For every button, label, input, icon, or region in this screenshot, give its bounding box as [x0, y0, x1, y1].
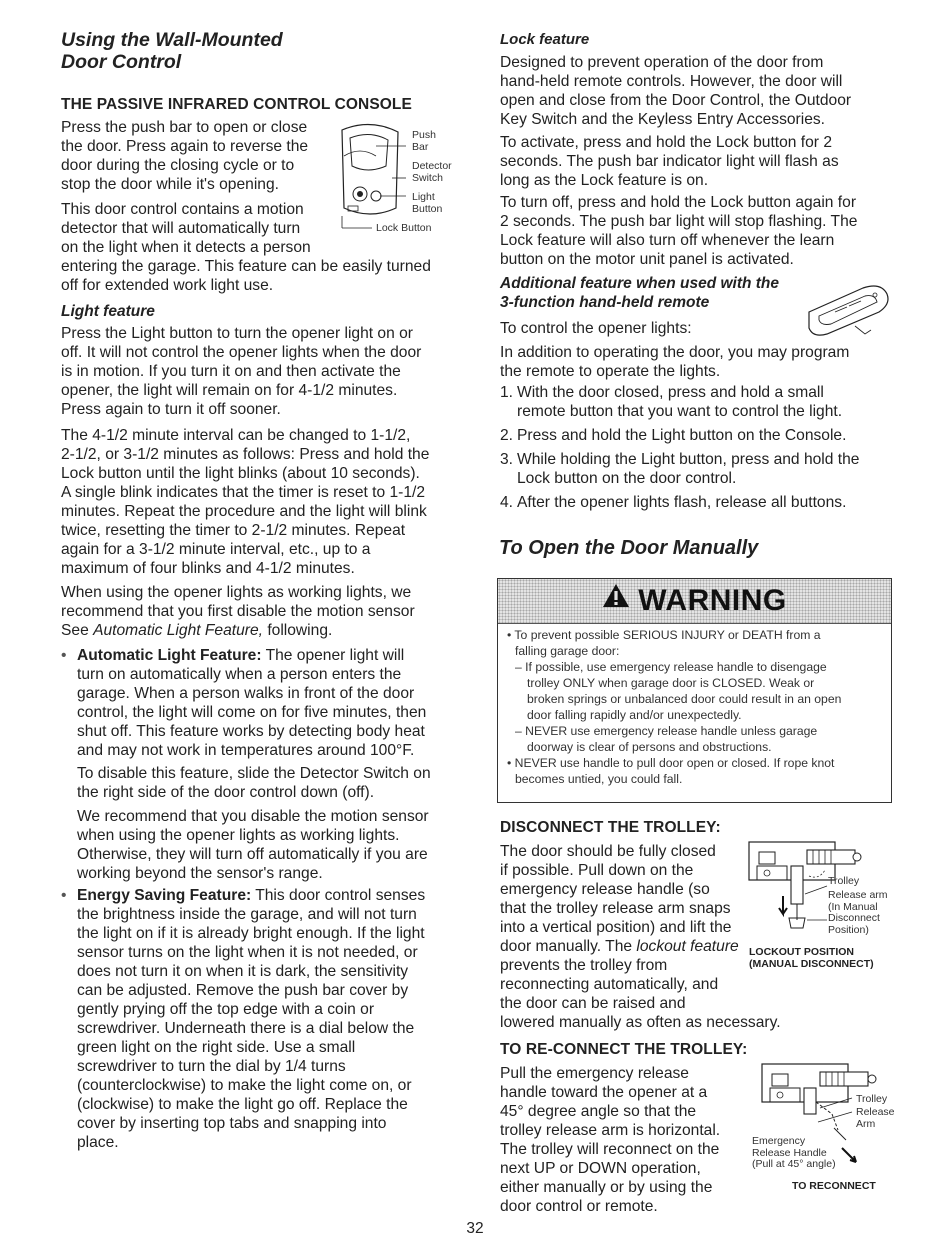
- label-trolley-2: Trolley: [856, 1093, 888, 1105]
- bullet-automatic-light: • Automatic Light Feature: The opener light will turn on automatically when a person enters the garage. When a person walks in front of the door control, the light will come on for five minutes, then shut off. This feature works by detecting body heat and may not work in temperatures around 100°F.: [61, 647, 427, 759]
- control-lights-text: To control the opener lights:: [500, 320, 692, 337]
- warning-triangle-icon: [602, 577, 630, 621]
- lock-paragraph: Designed to prevent operation of the door from hand-held remote controls. However, the door will open and close from the Door Control, the Outdoor Key Switch and the Keyless Entry Accessories.: [500, 54, 852, 128]
- light-feature-heading: Light feature: [61, 303, 155, 320]
- warning-title: WARNING: [498, 579, 891, 623]
- disconnect-heading: DISCONNECT THE TROLLEY:: [500, 819, 721, 836]
- lockout-caption: LOCKOUT POSITION (MANUAL DISCONNECT): [749, 946, 874, 970]
- motion-paragraph: This door control contains a motion detector that will automatically turn on the light when it detects a person entering the garage. This feature can be easily turned off for extended work light use.: [61, 201, 431, 294]
- list-item: 4. After the opener lights flash, release all buttons.: [500, 494, 847, 511]
- page-number: 32: [466, 1220, 484, 1237]
- turnoff-paragraph: To turn off, press and hold the Lock button again for 2 seconds. The push bar light will stop flashing. The Lock feature will also turn off whenever the learn button on the motor unit panel is activated.: [500, 194, 858, 268]
- lock-feature-heading: Lock feature: [500, 31, 590, 48]
- bullet-energy-saving: • Energy Saving Feature: This door control senses the brightness inside the garage, and will not turn the light on if it is already bright enough. If the light sensor turns on the light when it is not needed, or does not turn it on when it is dark, the sensitivity can be adjusted. Remove the push bar cover by gently prying off the top edge with a coin or screwdriver. Underneath there is a dial below the green light on the right side. Use a small screwdriver to turn the dial by 1/4 turns (counterclockwise) to make the light come on, or (clockwise) to make the light go off. Replace the cover by inserting top tabs and snapping into place.: [61, 887, 426, 1151]
- label-push-bar: Push Bar: [412, 129, 436, 153]
- addition-paragraph: In addition to operating the door, you may program the remote to operate the lights.: [500, 344, 850, 380]
- additional-feature-heading: Additional feature when used with the 3-function hand-held remote: [500, 275, 780, 311]
- working-lights-paragraph: When using the opener lights as working lights, we recommend that you first disable the motion sensor See Automatic Light Feature, following.: [61, 584, 415, 639]
- reconnect-paragraph: Pull the emergency release handle toward the opener at a 45° degree angle so that the trolley release arm is horizontal. The trolley will reconnect on the next UP or DOWN operation, either manually or by using the door control or remote.: [500, 1065, 721, 1215]
- console-paragraph: Press the push bar to open or close the door. Press again to reverse the door during the closing cycle or to stop the door while it's opening.: [61, 119, 309, 193]
- interval-paragraph: The 4-1/2 minute interval can be changed to 1-1/2, 2-1/2, or 3-1/2 minutes as follows: Press and hold the Lock button until the light blinks (about 10 seconds). A single blink indicates that the timer is reset to 1-1/2 minutes. Repeat the procedure and the light will blink twice, resetting the timer to 2-1/2 minutes. Repeat again for a 3-1/2 minute interval, etc., up to a maximum of four blinks and 4-1/2 minutes.: [61, 427, 430, 577]
- label-lock-button: Lock Button: [376, 222, 432, 234]
- activate-paragraph: To activate, press and hold the Lock button for 2 seconds. The push bar indicator light will flash as long as the Lock feature is on.: [500, 134, 839, 189]
- label-emergency-handle: Emergency Release Handle (Pull at 45° angle): [752, 1135, 836, 1170]
- label-release-arm: Release arm (In Manual Disconnect Position): [828, 889, 888, 936]
- section-title: Using the Wall-Mounted Door Control: [61, 29, 283, 73]
- label-trolley: Trolley: [828, 875, 860, 887]
- label-release-arm-2: Release Arm: [856, 1106, 895, 1130]
- reconnect-heading: TO RE-CONNECT THE TROLLEY:: [500, 1041, 748, 1058]
- warning-text: • To prevent possible SERIOUS INJURY or DEATH from a falling garage door: – If possible, use emergency release handle to disengage trolley ONLY when garage door is CLOSED. Weak or broken springs or unbalanced door could result in an open door falling rapidly and/or unexpectedly. – NEVER use emergency release handle unless garage doorway is clear of persons and obstructions. • NEVER use handle to pull door open or closed. If rope knot becomes untied, you could fall.: [507, 628, 842, 786]
- list-item: 1. With the door closed, press and hold a small remote button that you want to control the light.: [500, 384, 843, 420]
- console-heading: THE PASSIVE INFRARED CONTROL CONSOLE: [61, 96, 412, 113]
- remote-illustration: [805, 282, 895, 342]
- list-item: 2. Press and hold the Light button on the Console.: [500, 427, 847, 444]
- recommend-paragraph: We recommend that you disable the motion sensor when using the opener lights as working lights. Otherwise, they will turn off automatically if you are working beyond the sensor's range.: [77, 808, 429, 882]
- disconnect-paragraph: The door should be fully closed if possible. Pull down on the emergency release handle (so that the trolley release arm snaps into a vertical position) and lift the door manually. The lockout feature prevents the trolley from reconnecting automatically, and the door can be raised and lowered manually as often as necessary.: [500, 843, 781, 1031]
- list-item: 3. While holding the Light button, press and hold the Lock button on the door control.: [500, 451, 860, 487]
- manual-open-heading: To Open the Door Manually: [499, 537, 759, 559]
- label-detector-switch: Detector Switch: [412, 160, 452, 184]
- reconnect-caption: TO RECONNECT: [792, 1180, 876, 1192]
- warning-box: [497, 578, 892, 803]
- label-light-button: Light Button: [412, 191, 443, 215]
- disable-paragraph: To disable this feature, slide the Detector Switch on the right side of the door control down (off).: [77, 765, 431, 801]
- light-paragraph: Press the Light button to turn the opener light on or off. It will not control the opener lights when the door is in motion. If you turn it on and then activate the opener, the light will remain on for 4-1/2 minutes. Press again to turn it off sooner.: [61, 325, 422, 418]
- steps-list: [500, 383, 900, 512]
